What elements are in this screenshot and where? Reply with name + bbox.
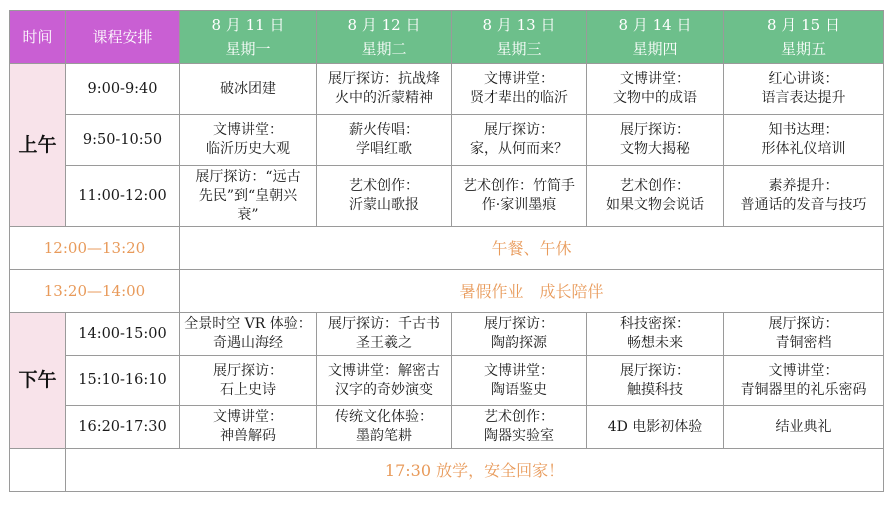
break-activity: 暑假作业 成长陪伴 — [180, 270, 884, 313]
closing-empty-cell — [10, 449, 66, 492]
time-slot: 14:00-15:00 — [66, 313, 180, 356]
activity-line: 科技密探： — [620, 316, 690, 332]
activity-line: 奇遇山海经 — [213, 335, 283, 351]
activity-cell — [587, 166, 724, 227]
activity-line: 文博讲堂：解密古 — [328, 362, 440, 379]
activity-line: 神兽解码 — [220, 428, 276, 444]
activity-line: 文博讲堂： — [484, 71, 554, 87]
activity-line: 学唱红歌 — [356, 141, 412, 157]
activity-cell — [452, 406, 587, 449]
activity-line: 家，从何而来？ — [470, 141, 568, 157]
activity-cell — [452, 64, 587, 115]
activity-cell — [317, 406, 452, 449]
break-row — [10, 270, 884, 313]
break-time: 13:20—14:00 — [10, 270, 180, 313]
header-day-2 — [317, 11, 452, 64]
activity-line: 文博讲堂： — [213, 122, 283, 138]
activity-line: 展厅探访： — [620, 362, 690, 379]
header-row — [10, 11, 884, 64]
activity-line: 传统文化体验： — [335, 409, 433, 425]
activity-cell — [180, 406, 317, 449]
activity-cell — [317, 356, 452, 406]
activity-line: 展厅探访：抗战烽 — [328, 71, 440, 87]
header-day-date: 8 月 13 日 — [482, 16, 556, 34]
closing-notice: 17:30 放学，安全回家！ — [66, 449, 884, 492]
activity-cell — [587, 406, 724, 449]
activity-cell — [724, 356, 884, 406]
time-slot: 15:10-16:10 — [66, 356, 180, 406]
schedule-table — [9, 10, 884, 492]
activity-line: 贤才辈出的临沂 — [470, 90, 568, 106]
activity-cell — [452, 313, 587, 356]
activity-line: 先民”到“皇朝兴 — [198, 187, 298, 204]
activity-cell — [317, 166, 452, 227]
activity-line: 文博讲堂： — [768, 362, 839, 379]
activity-line: 陶器实验室 — [484, 428, 554, 444]
header-day-weekday: 星期三 — [496, 40, 542, 58]
activity-cell — [587, 115, 724, 166]
activity-line: 文物大揭秘 — [620, 141, 690, 157]
header-day-5 — [724, 11, 884, 64]
activity-cell — [724, 313, 884, 356]
activity-line: 展厅探访：“远古 — [195, 168, 301, 185]
schedule-row — [10, 166, 884, 227]
activity-cell — [317, 64, 452, 115]
period-label: 上午 — [10, 64, 66, 227]
activity-line: 展厅探访： — [620, 122, 690, 138]
schedule-row — [10, 313, 884, 356]
time-slot: 11:00-12:00 — [66, 166, 180, 227]
activity-line: 文博讲堂： — [213, 409, 283, 425]
activity-line: 全景时空 VR 体验： — [184, 316, 312, 332]
activity-cell — [587, 313, 724, 356]
activity-cell — [724, 115, 884, 166]
activity-line: 展厅探访： — [484, 316, 554, 332]
activity-cell — [452, 166, 587, 227]
activity-line: 陶韵探源 — [491, 335, 547, 351]
activity-line: 文博讲堂： — [484, 362, 554, 379]
break-activity: 午餐、午休 — [180, 227, 884, 270]
activity-line: 如果文物会说话 — [606, 197, 704, 213]
activity-cell — [180, 356, 317, 406]
activity-line: 知书达理： — [768, 122, 839, 138]
activity-cell — [452, 115, 587, 166]
activity-line: 艺术创作： — [620, 178, 690, 194]
activity-line: 红心讲谈： — [768, 71, 839, 87]
activity-line: 素养提升： — [768, 178, 839, 194]
header-day-date: 8 月 12 日 — [347, 16, 421, 34]
schedule-row — [10, 115, 884, 166]
activity-line: 火中的沂蒙精神 — [335, 90, 433, 106]
activity-line: 临沂历史大观 — [206, 141, 290, 157]
activity-line: 陶语鉴史 — [491, 381, 547, 398]
activity-line: 破冰团建 — [220, 80, 276, 97]
header-schedule: 课程安排 — [66, 11, 180, 64]
header-day-weekday: 星期五 — [780, 40, 826, 58]
time-slot: 16:20-17:30 — [66, 406, 180, 449]
activity-line: 普通话的发音与技巧 — [740, 197, 867, 213]
header-day-date: 8 月 14 日 — [618, 16, 692, 34]
header-day-3 — [452, 11, 587, 64]
activity-line: 展厅探访： — [768, 316, 839, 332]
activity-line: 青铜器里的礼乐密码 — [740, 381, 867, 398]
activity-cell — [180, 166, 317, 227]
activity-cell — [180, 115, 317, 166]
header-day-date: 8 月 11 日 — [211, 16, 285, 34]
activity-line: 艺术创作： — [349, 178, 419, 194]
activity-line: 沂蒙山歌报 — [349, 197, 419, 213]
activity-cell — [724, 406, 884, 449]
activity-cell — [317, 313, 452, 356]
period-label: 下午 — [10, 313, 66, 449]
schedule-body — [10, 11, 884, 492]
activity-line: 4D 电影初体验 — [607, 418, 703, 435]
header-day-weekday: 星期四 — [632, 40, 678, 58]
activity-line: 展厅探访：千古书 — [328, 316, 440, 332]
header-day-1 — [180, 11, 317, 64]
activity-line: 畅想未来 — [627, 335, 683, 351]
activity-line: 展厅探访： — [484, 122, 554, 138]
activity-cell — [587, 356, 724, 406]
time-slot: 9:00-9:40 — [66, 64, 180, 115]
activity-line: 衰” — [237, 206, 259, 223]
activity-cell — [452, 356, 587, 406]
activity-line: 语言表达提升 — [761, 90, 846, 106]
schedule-row — [10, 406, 884, 449]
activity-line: 石上史诗 — [220, 381, 276, 398]
activity-line: 文博讲堂： — [620, 71, 690, 87]
activity-line: 结业典礼 — [775, 418, 832, 435]
activity-line: 触摸科技 — [627, 381, 683, 398]
activity-cell — [180, 64, 317, 115]
activity-line: 文物中的成语 — [613, 90, 697, 106]
activity-line: 汉字的奇妙演变 — [335, 381, 433, 398]
header-day-date: 8 月 15 日 — [767, 16, 840, 34]
header-day-4 — [587, 11, 724, 64]
activity-line: 艺术创作： — [484, 409, 554, 425]
activity-line: 青铜密档 — [775, 335, 832, 351]
activity-line: 圣王羲之 — [356, 335, 412, 351]
closing-row — [10, 449, 884, 492]
schedule-row — [10, 356, 884, 406]
activity-cell — [587, 64, 724, 115]
activity-line: 形体礼仪培训 — [761, 141, 846, 157]
activity-cell — [724, 64, 884, 115]
activity-line: 展厅探访： — [213, 362, 283, 379]
header-day-weekday: 星期一 — [225, 40, 271, 58]
activity-line: 薪火传唱： — [349, 122, 419, 138]
time-slot: 9:50-10:50 — [66, 115, 180, 166]
header-day-weekday: 星期二 — [361, 40, 407, 58]
break-row — [10, 227, 884, 270]
activity-cell — [724, 166, 884, 227]
activity-line: 墨韵笔耕 — [356, 428, 412, 444]
schedule-row — [10, 64, 884, 115]
activity-cell — [317, 115, 452, 166]
activity-cell — [180, 313, 317, 356]
break-time: 12:00—13:20 — [10, 227, 180, 270]
header-time: 时间 — [10, 11, 66, 64]
activity-line: 艺术创作：竹简手 — [463, 178, 575, 194]
activity-line: 作·家训墨痕 — [481, 197, 557, 213]
schedule-table-wrapper — [9, 10, 884, 492]
